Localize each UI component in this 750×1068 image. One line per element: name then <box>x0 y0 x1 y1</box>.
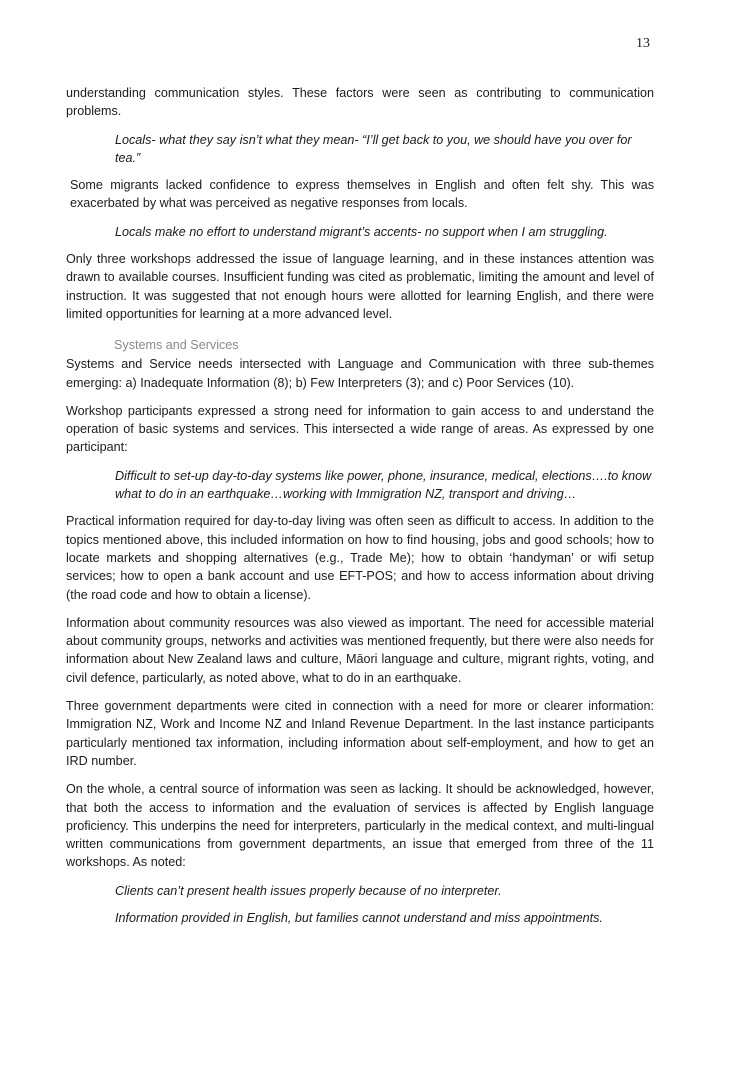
paragraph: understanding communication styles. These factors were seen as contributing to communication problems. <box>66 86 654 119</box>
paragraph: Information about community resources was also viewed as important. The need for accessible material about community groups, networks and activities was mentioned frequently, but there were also needs for information about New Zealand laws and culture, Māori language and culture, migrant rights, voting, and civil defence, particularly, as noted above, what to do in an earthquake. <box>66 615 654 685</box>
paragraph: Practical information required for day-to-day living was often seen as difficult to access. In addition to the topics mentioned above, this included information on how to find housing, jobs and good schools; how to locate markets and shopping alternatives (e.g., Trade Me); how to obtain ‘handyman’ or wifi setup services; how to open a bank account and use EFT-POS; and how to access information about driving (the road code and how to obtain a license). <box>66 514 654 602</box>
paragraph: Three government departments were cited in connection with a need for more or clearer information: Immigration NZ, Work and Income NZ and Inland Revenue Department. In the last instance participants particularly mentioned tax information, including information about self-employment, and how to get an IRD number. <box>66 699 654 768</box>
quote: Clients can’t present health issues properly because of no interpreter. <box>115 883 502 898</box>
section-heading: Systems and Services <box>114 338 239 353</box>
paragraph: On the whole, a central source of information was seen as lacking. It should be acknowledged, however, that both the access to information and the evaluation of services is affected by English language proficiency. This underpins the need for interpreters, particularly in the medical context, and multi-lingual written communications from government departments, an issue that emerged from three of the 11 workshops. As noted: <box>66 782 654 870</box>
body-text <box>66 84 654 936</box>
paragraph: Some migrants lacked confidence to express themselves in English and often felt shy. This was exacerbated by what was perceived as negative responses from locals. <box>70 178 654 211</box>
page-number: 13 <box>636 36 650 51</box>
quote: Locals make no effort to understand migrant’s accents- no support when I am struggling. <box>115 224 608 239</box>
quote: Locals- what they say isn’t what they mean- “I’ll get back to you, we should have you over for tea.” <box>115 132 632 165</box>
paragraph: Workshop participants expressed a strong need for information to gain access to and understand the operation of basic systems and services. This intersected a wide range of areas. As expressed by one participant: <box>66 403 654 455</box>
quote: Information provided in English, but families cannot understand and miss appointments. <box>115 910 603 925</box>
quote: Difficult to set-up day-to-day systems like power, phone, insurance, medical, elections….to know what to do in an earthquake…working with Immigration NZ, transport and driving… <box>115 468 652 502</box>
paragraph: Only three workshops addressed the issue of language learning, and in these instances attention was drawn to available courses. Insufficient funding was cited as problematic, limiting the amount and level of instruction. It was suggested that not enough hours were allotted for learning English, and there were limited opportunities for learning at a more advanced level. <box>66 252 654 321</box>
paragraph: Systems and Service needs intersected with Language and Communication with three sub-themes emerging: a) Inadequate Information (8); b) Few Interpreters (3); and c) Poor Services (10). <box>66 357 654 390</box>
